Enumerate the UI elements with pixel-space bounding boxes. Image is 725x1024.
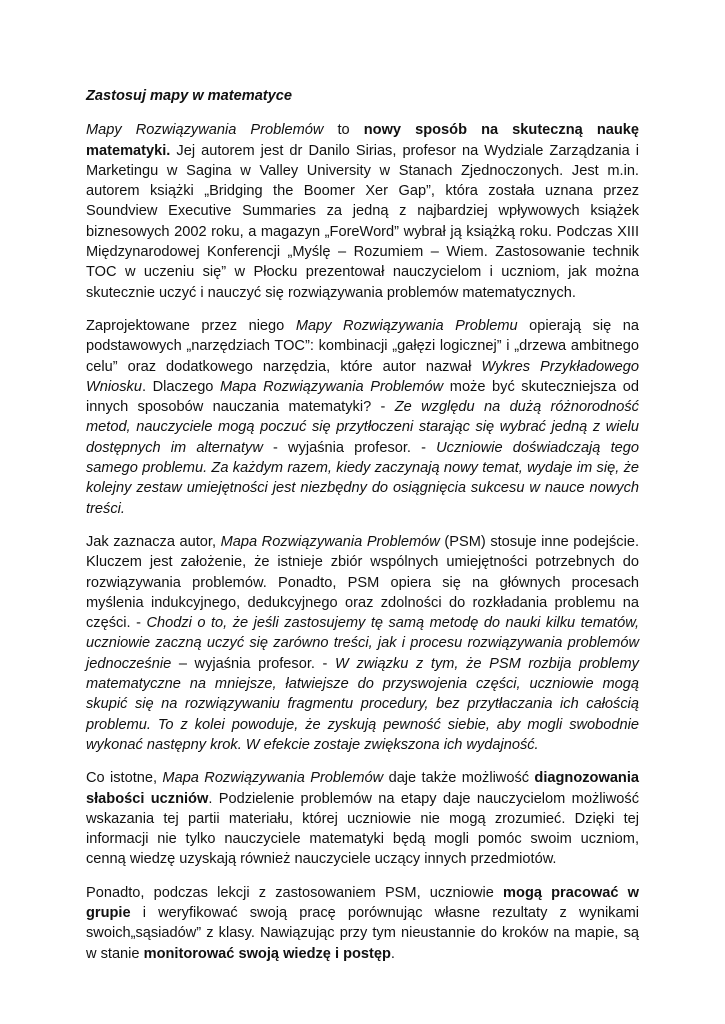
term-mapa: Mapa Rozwiązywania Problemów — [220, 533, 440, 550]
quote-1: Ze względu na dużą różnorodność metod, nauczyciele mogą poczuć się przytłoczeni starając się wybrać jedną z wielu dostępnych im alternatyw — [86, 399, 639, 456]
highlight-praca-w-grupie: mogą pracować w grupie — [86, 884, 639, 921]
term-mapa: Mapa Rozwiązywania Problemów — [220, 378, 444, 395]
highlight-diagnozowanie: diagnozowania słabości uczniów — [86, 770, 640, 807]
paragraph-4: Co istotne, Mapa Rozwiązywania Problemów daje także możliwość diagnozowania słabości uczniów. Podzielenie problemów na etapy daje nauczycielom możliwość wskazania tej partii materiału, której uczniowie nie mogą zrozumieć. Dzięki tej informacji nie tylko nauczyciele matematyki będą mogli pomóc swoim uczniom, cenną wiedzę uzyskają również nauczyciele uczący innych przedmiotów. — [86, 770, 640, 868]
term-mapy-rozwiazywania: Mapy Rozwiązywania Problemów — [86, 122, 324, 139]
paragraph-2: Zaprojektowane przez niego Mapy Rozwiązywania Problemu opierają się na podstawowych „narzędziach TOC”: kombinacji „gałęzi logicznej” i „drzewa ambitnego celu” oraz dodatkowego narzędzia, które autor nazwał Wykres Przykładowego Wniosku. Dlaczego Mapa Rozwiązywania Problemów może być skuteczniejsza od innych sposobów nauczania matematyki? - Ze względu na dużą różnorodność metod, nauczyciele mogą poczuć się przytłoczeni starając się wybrać jedną z wielu dostępnych im alternatyw - wyjaśnia profesor. - Uczniowie doświadczają tego samego problemu. Za każdym razem, kiedy zaczynają nowy temat, wydaje im się, że kolejny zestaw umiejętności jest niezbędny do osiągnięcia sukcesu w nauce nowych treści. — [86, 317, 640, 517]
document-title: Zastosuj mapy w matematyce — [86, 88, 293, 104]
document-page — [86, 86, 639, 964]
paragraph-1: Mapy Rozwiązywania Problemów to nowy sposób na skuteczną naukę matematyki. Jej autorem jest dr Danilo Sirias, profesor na Wydziale Zarządzania i Marketingu w Sagina w Valley University w Stanach Zjednoczonych. Jest m.in. autorem książki „Bridging the Boomer Xer Gap”, która została uznana przez Soundview Executive Summaries za jedną z najbardziej wpływowych książek biznesowych 2002 roku, a magazyn „ForeWord” wybrał ją książką roku. Podczas XIII Międzynarodowej Konferencji „Myślę – Rozumiem – Wiem. Zastosowanie technik TOC w uczeniu się” w Płocku prezentował nauczycielom i uczniom, jak można skutecznie uczyć i nauczyć się rozwiązywania problemów matematycznych. — [86, 122, 639, 301]
highlight-monitorowanie: monitorować swoją wiedzę i postęp — [143, 945, 391, 962]
quote-4: W związku z tym, że PSM rozbija problemy matematyczne na mniejsze, łatwiejsze do przyswojenia części, uczniowie mogą skupić się na rozwiązywaniu fragmentu procedury, bez przytłaczania ich całością problemu. To z kolei powoduje, że zyskują pewność siebie, aby mogli swobodnie wykonać następny krok. W efekcie zostaje zwiększona ich wydajność. — [86, 655, 639, 753]
quote-2: Uczniowie doświadczają tego samego problemu. Za każdym razem, kiedy zaczynają nowy temat, wydaje im się, że kolejny zestaw umiejętności jest niezbędny do osiągnięcia sukcesu w nauce nowych treści. — [86, 439, 639, 517]
term-wykres: Wykres Przykładowego Wniosku — [86, 358, 639, 395]
paragraph-5: Ponadto, podczas lekcji z zastosowaniem PSM, uczniowie mogą pracować w grupie i weryfikować swoją pracę porównując własne rezultaty z wynikami swoich„sąsiadów” z klasy. Nawiązując przy tym nieustannie do kroków na mapie, są w stanie monitorować swoją wiedzę i postęp. — [86, 884, 639, 962]
quote-3: Chodzi o to, że jeśli zastosujemy tę samą metodę do nauki kilku tematów, uczniowie zaczną uczyć się zarówno treści, jak i procesu rozwiązywania problemów jednocześnie — [86, 615, 639, 672]
paragraph-3: Jak zaznacza autor, Mapa Rozwiązywania Problemów (PSM) stosuje inne podejście. Kluczem jest założenie, że istnieje zbiór wspólnych umiejętności potrzebnych do rozwiązywania problemów. Ponadto, PSM opiera się na głównych procesach myślenia indukcyjnego, dedukcyjnego oraz zdolności do rozkładania problemu na części. - Chodzi o to, że jeśli zastosujemy tę samą metodę do nauki kilku tematów, uczniowie zaczną uczyć się zarówno treści, jak i procesu rozwiązywania problemów jednocześnie – wyjaśnia profesor. - W związku z tym, że PSM rozbija problemy matematyczne na mniejsze, łatwiejsze do przyswojenia części, uczniowie mogą skupić się na rozwiązywaniu fragmentu procedury, bez przytłaczania ich całością problemu. To z kolei powoduje, że zyskują pewność siebie, aby mogli swobodnie wykonać następny krok. W efekcie zostaje zwiększona ich wydajność. — [86, 533, 640, 753]
highlight-nowy-sposob: nowy sposób na skuteczną naukę matematyki. — [86, 122, 639, 159]
term-mapy: Mapy Rozwiązywania Problemu — [295, 317, 518, 334]
term-mapa: Mapa Rozwiązywania Problemów — [162, 770, 384, 787]
